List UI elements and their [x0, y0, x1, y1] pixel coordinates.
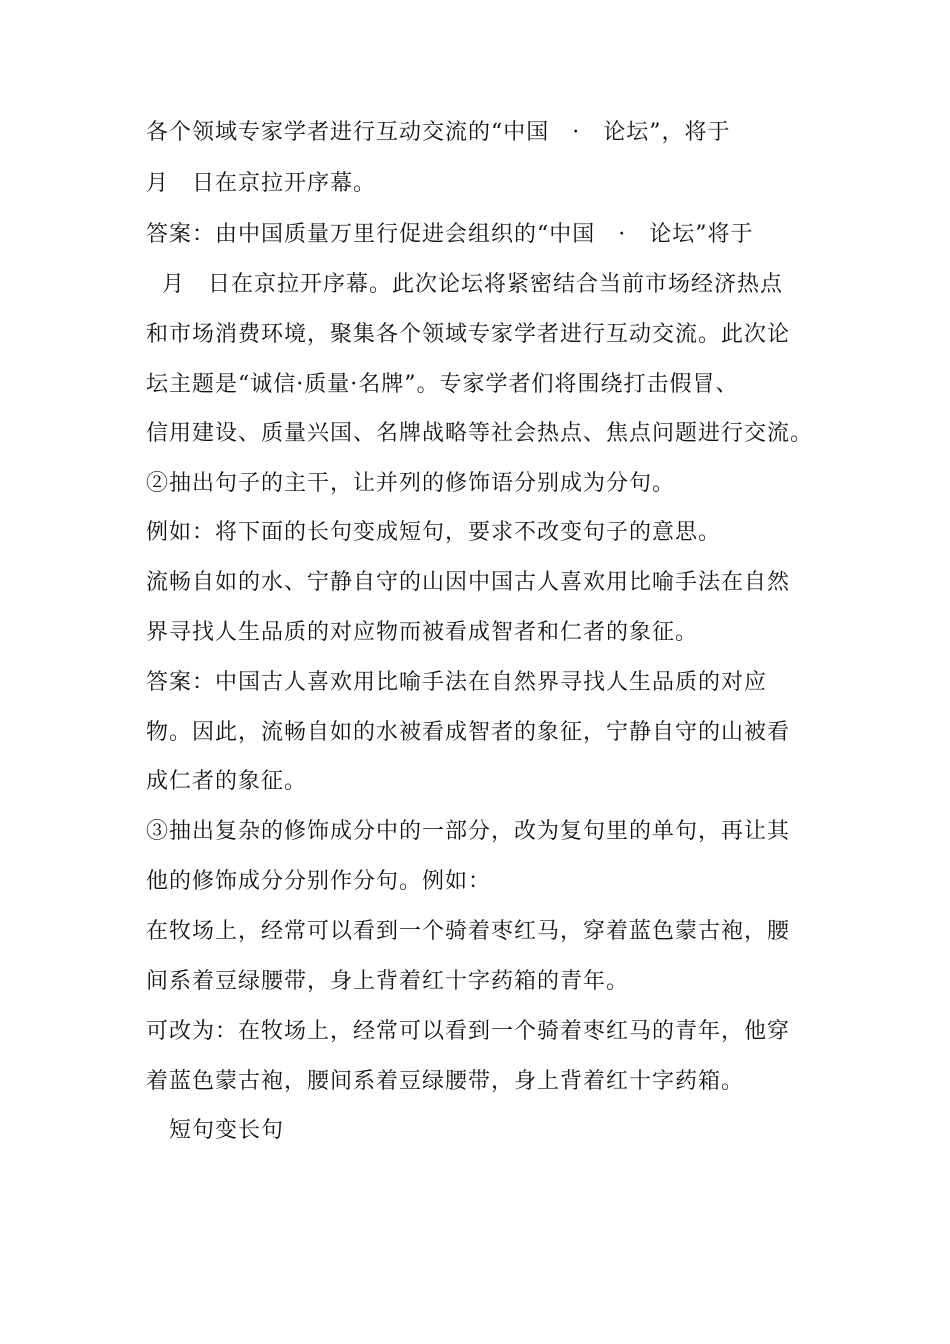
text-line: 坛主题是“诚信·质量·名牌”。专家学者们将围绕打击假冒、 — [146, 372, 739, 397]
text-line: 月 日在京拉开序幕。 — [146, 171, 377, 196]
text-line: 可改为：在牧场上，经常可以看到一个骑着枣红马的青年，他穿 — [146, 1019, 791, 1044]
text-line: 各个领域专家学者进行互动交流的“中国 · 论坛”，将于 — [146, 120, 731, 145]
text-line: 流畅自如的水、宁静自守的山因中国古人喜欢用比喻手法在自然 — [146, 570, 791, 595]
text-line: 他的修饰成分分别作分句。例如： — [146, 869, 492, 894]
text-line: 和市场消费环境，聚集各个领域专家学者进行互动交流。此次论 — [146, 322, 791, 347]
text-line: 在牧场上，经常可以看到一个骑着枣红马，穿着蓝色蒙古袍，腰 — [146, 919, 791, 944]
section-heading: 短句变长句 — [146, 1118, 285, 1143]
text-line: 信用建设、质量兴国、名牌战略等社会热点、焦点问题进行交流。 — [146, 421, 814, 446]
text-line: 答案：中国古人喜欢用比喻手法在自然界寻找人生品质的对应 — [146, 670, 768, 695]
text-line: 物。因此，流畅自如的水被看成智者的象征，宁静自守的山被看 — [146, 720, 791, 745]
text-line: 例如：将下面的长句变成短句，要求不改变句子的意思。 — [146, 520, 722, 545]
text-line: ③抽出复杂的修饰成分中的一部分，改为复句里的单句，再让其 — [146, 819, 791, 844]
text-line: 答案：由中国质量万里行促进会组织的“中国 · 论坛”将于 — [146, 222, 754, 247]
text-line: 成仁者的象征。 — [146, 769, 308, 794]
text-line: ②抽出句子的主干，让并列的修饰语分别成为分句。 — [146, 471, 676, 496]
text-line: 间系着豆绿腰带，身上背着红十字药箱的青年。 — [146, 969, 630, 994]
text-line: 界寻找人生品质的对应物而被看成智者和仁者的象征。 — [146, 620, 699, 645]
text-line: 月 日在京拉开序幕。此次论坛将紧密结合当前市场经济热点 — [146, 272, 783, 297]
text-line: 着蓝色蒙古袍，腰间系着豆绿腰带，身上背着红十字药箱。 — [146, 1069, 745, 1094]
